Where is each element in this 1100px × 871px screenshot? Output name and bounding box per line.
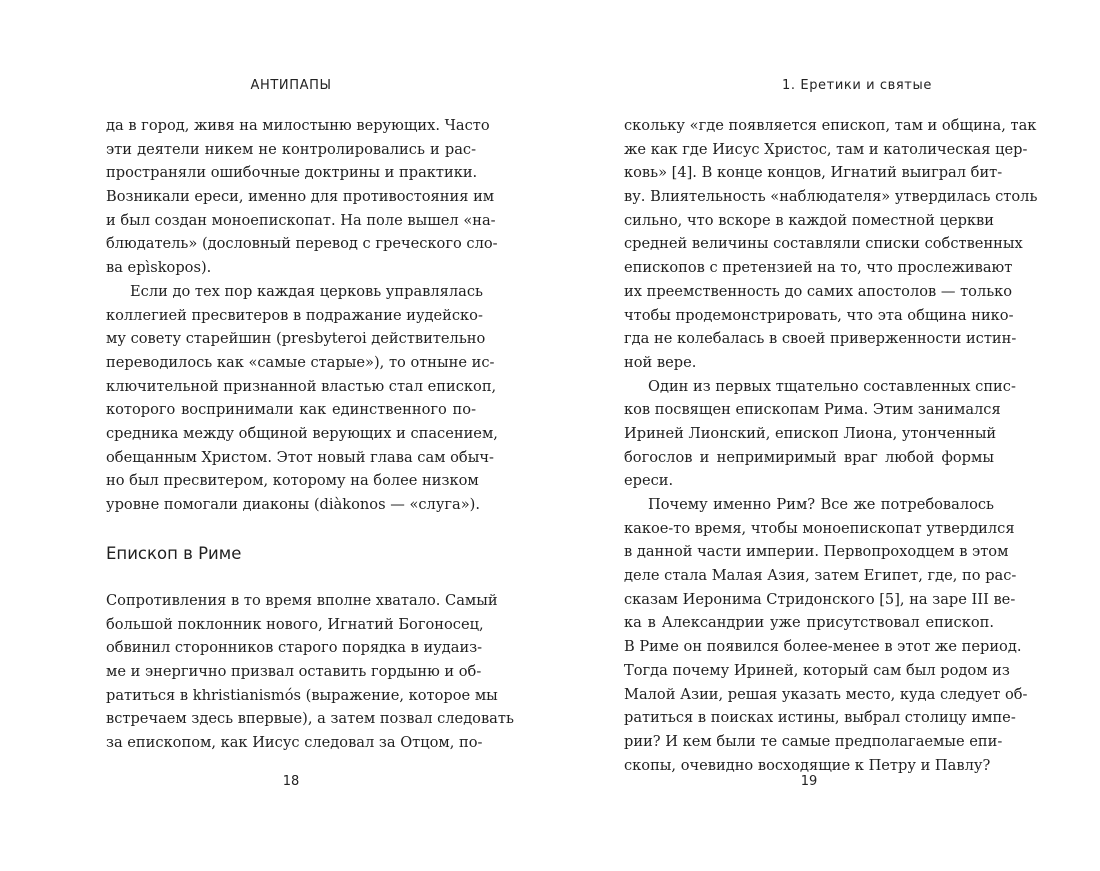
text-line: ной вере. [624, 353, 697, 371]
text-line: Малой Азии, решая указать место, куда следует об- [624, 685, 1028, 703]
text-line: ме и энергично призвал оставить гордыню и об- [106, 663, 482, 681]
text-line: богослов и непримиримый враг любой формы [624, 448, 994, 466]
text-line: обещанным Христом. Этот новый глава сам обыч- [106, 448, 494, 466]
text-line: какое-то время, чтобы моноепископат утвердился [624, 519, 1015, 537]
text-line: ратиться в khristianismós (выражение, которое мы [106, 686, 498, 704]
right-body-text [624, 114, 1038, 777]
text-line: епископов с претензией на то, что прослеживают [624, 259, 1013, 277]
text-line: большой поклонник нового, Игнатий Богоносец, [106, 615, 484, 633]
text-line: за епископом, как Иисус следовал за Отцом, по- [106, 734, 483, 752]
left-body-text [106, 114, 498, 517]
text-line: ву. Влиятельность «наблюдателя» утвердилась столь [624, 188, 1038, 206]
text-line: Сопротивления в то время вполне хватало. Самый [106, 592, 498, 609]
text-line: ков посвящен епископам Рима. Этим занимался [624, 401, 1001, 419]
text-line: му совету старейшин (presbyteroi действительно [106, 330, 486, 348]
text-line: В Риме он появился более-менее в этот же период. [624, 638, 1022, 656]
page-number-right: 19 [800, 774, 818, 789]
text-line: Если до тех пор каждая церковь управлялась [130, 282, 483, 300]
text-line: ковь» [4]. В конце концов, Игнатий выиграл бит- [624, 164, 1003, 182]
text-line: Почему именно Рим? Все же потребовалось [648, 496, 994, 513]
text-line: ключительной признанной властью стал епископ, [106, 377, 497, 395]
text-line: их преемственность до самих апостолов — только [624, 282, 1013, 300]
text-line: Тогда почему Ириней, который сам был родом из [624, 661, 1010, 679]
text-line: в данной части империи. Первопроходцем в этом [624, 543, 1009, 561]
text-line: сказам Иеронима Стридонского [5], на заре III ве- [624, 590, 1016, 608]
text-line: деле стала Малая Азия, затем Египет, где, по рас- [624, 567, 1017, 585]
text-line: средника между общиной верующих и спасением, [106, 424, 498, 442]
text-line: уровне помогали диаконы (diàkonos — «слуга»). [106, 496, 481, 513]
text-line: Один из первых тщательно составленных спис- [648, 377, 1016, 395]
text-line: блюдатель» (дословный перевод с греческого сло- [106, 235, 498, 253]
text-line: ва epìskopos). [106, 259, 212, 277]
text-line: сильно, что вскоре в каждой поместной церкви [624, 211, 994, 229]
text-line: да в город, живя на милостыню верующих. Часто [106, 117, 490, 134]
text-line: скольку «где появляется епископ, там и община, так [624, 117, 1037, 134]
text-line: ереси. [624, 472, 674, 490]
left-body-text-section [106, 589, 514, 755]
text-line: но был пресвитером, которому на более низком [106, 472, 479, 490]
running-head-left: АНТИПАПЫ [250, 78, 332, 93]
text-line: рии? И кем были те самые предполагаемые епи- [624, 732, 1003, 750]
text-line: чтобы продемонстрировать, что эта община нико- [624, 306, 1014, 324]
text-line: встречаем здесь впервые), а затем позвал следовать [106, 710, 514, 728]
page-number-left: 18 [282, 774, 300, 789]
right-page [550, 0, 1100, 871]
text-line: обвинил сторонников старого порядка в иудаиз- [106, 639, 483, 657]
text-line: средней величины составляли списки собственных [624, 235, 1023, 253]
text-line: Ириней Лионский, епископ Лиона, утонченный [624, 424, 997, 442]
text-line: ка в Александрии уже присутствовал епископ. [624, 614, 994, 632]
running-head-right: 1. Еретики и святые [782, 78, 932, 93]
text-line: ратиться в поисках истины, выбрал столицу импе- [624, 709, 1016, 727]
text-line: пространяли ошибочные доктрины и практики. [106, 164, 478, 182]
text-line: коллегией пресвитеров в подражание иудейско- [106, 306, 483, 324]
text-line: же как где Иисус Христос, там и католическая цер- [624, 140, 1028, 158]
text-line: и был создан моноепископат. На поле вышел «на- [106, 211, 496, 229]
text-line: Возникали ереси, именно для противостояния им [106, 188, 495, 206]
section-heading: Епископ в Риме [106, 544, 242, 563]
text-line: скопы, очевидно восходящие к Петру и Павлу? [624, 756, 991, 774]
text-line: эти деятели никем не контролировались и рас- [106, 140, 476, 158]
text-line: которого воспринимали как единственного по- [106, 401, 476, 419]
text-line: переводилось как «самые старые»), то отныне ис- [106, 353, 495, 371]
text-line: гда не колебалась в своей приверженности истин- [624, 330, 1017, 348]
